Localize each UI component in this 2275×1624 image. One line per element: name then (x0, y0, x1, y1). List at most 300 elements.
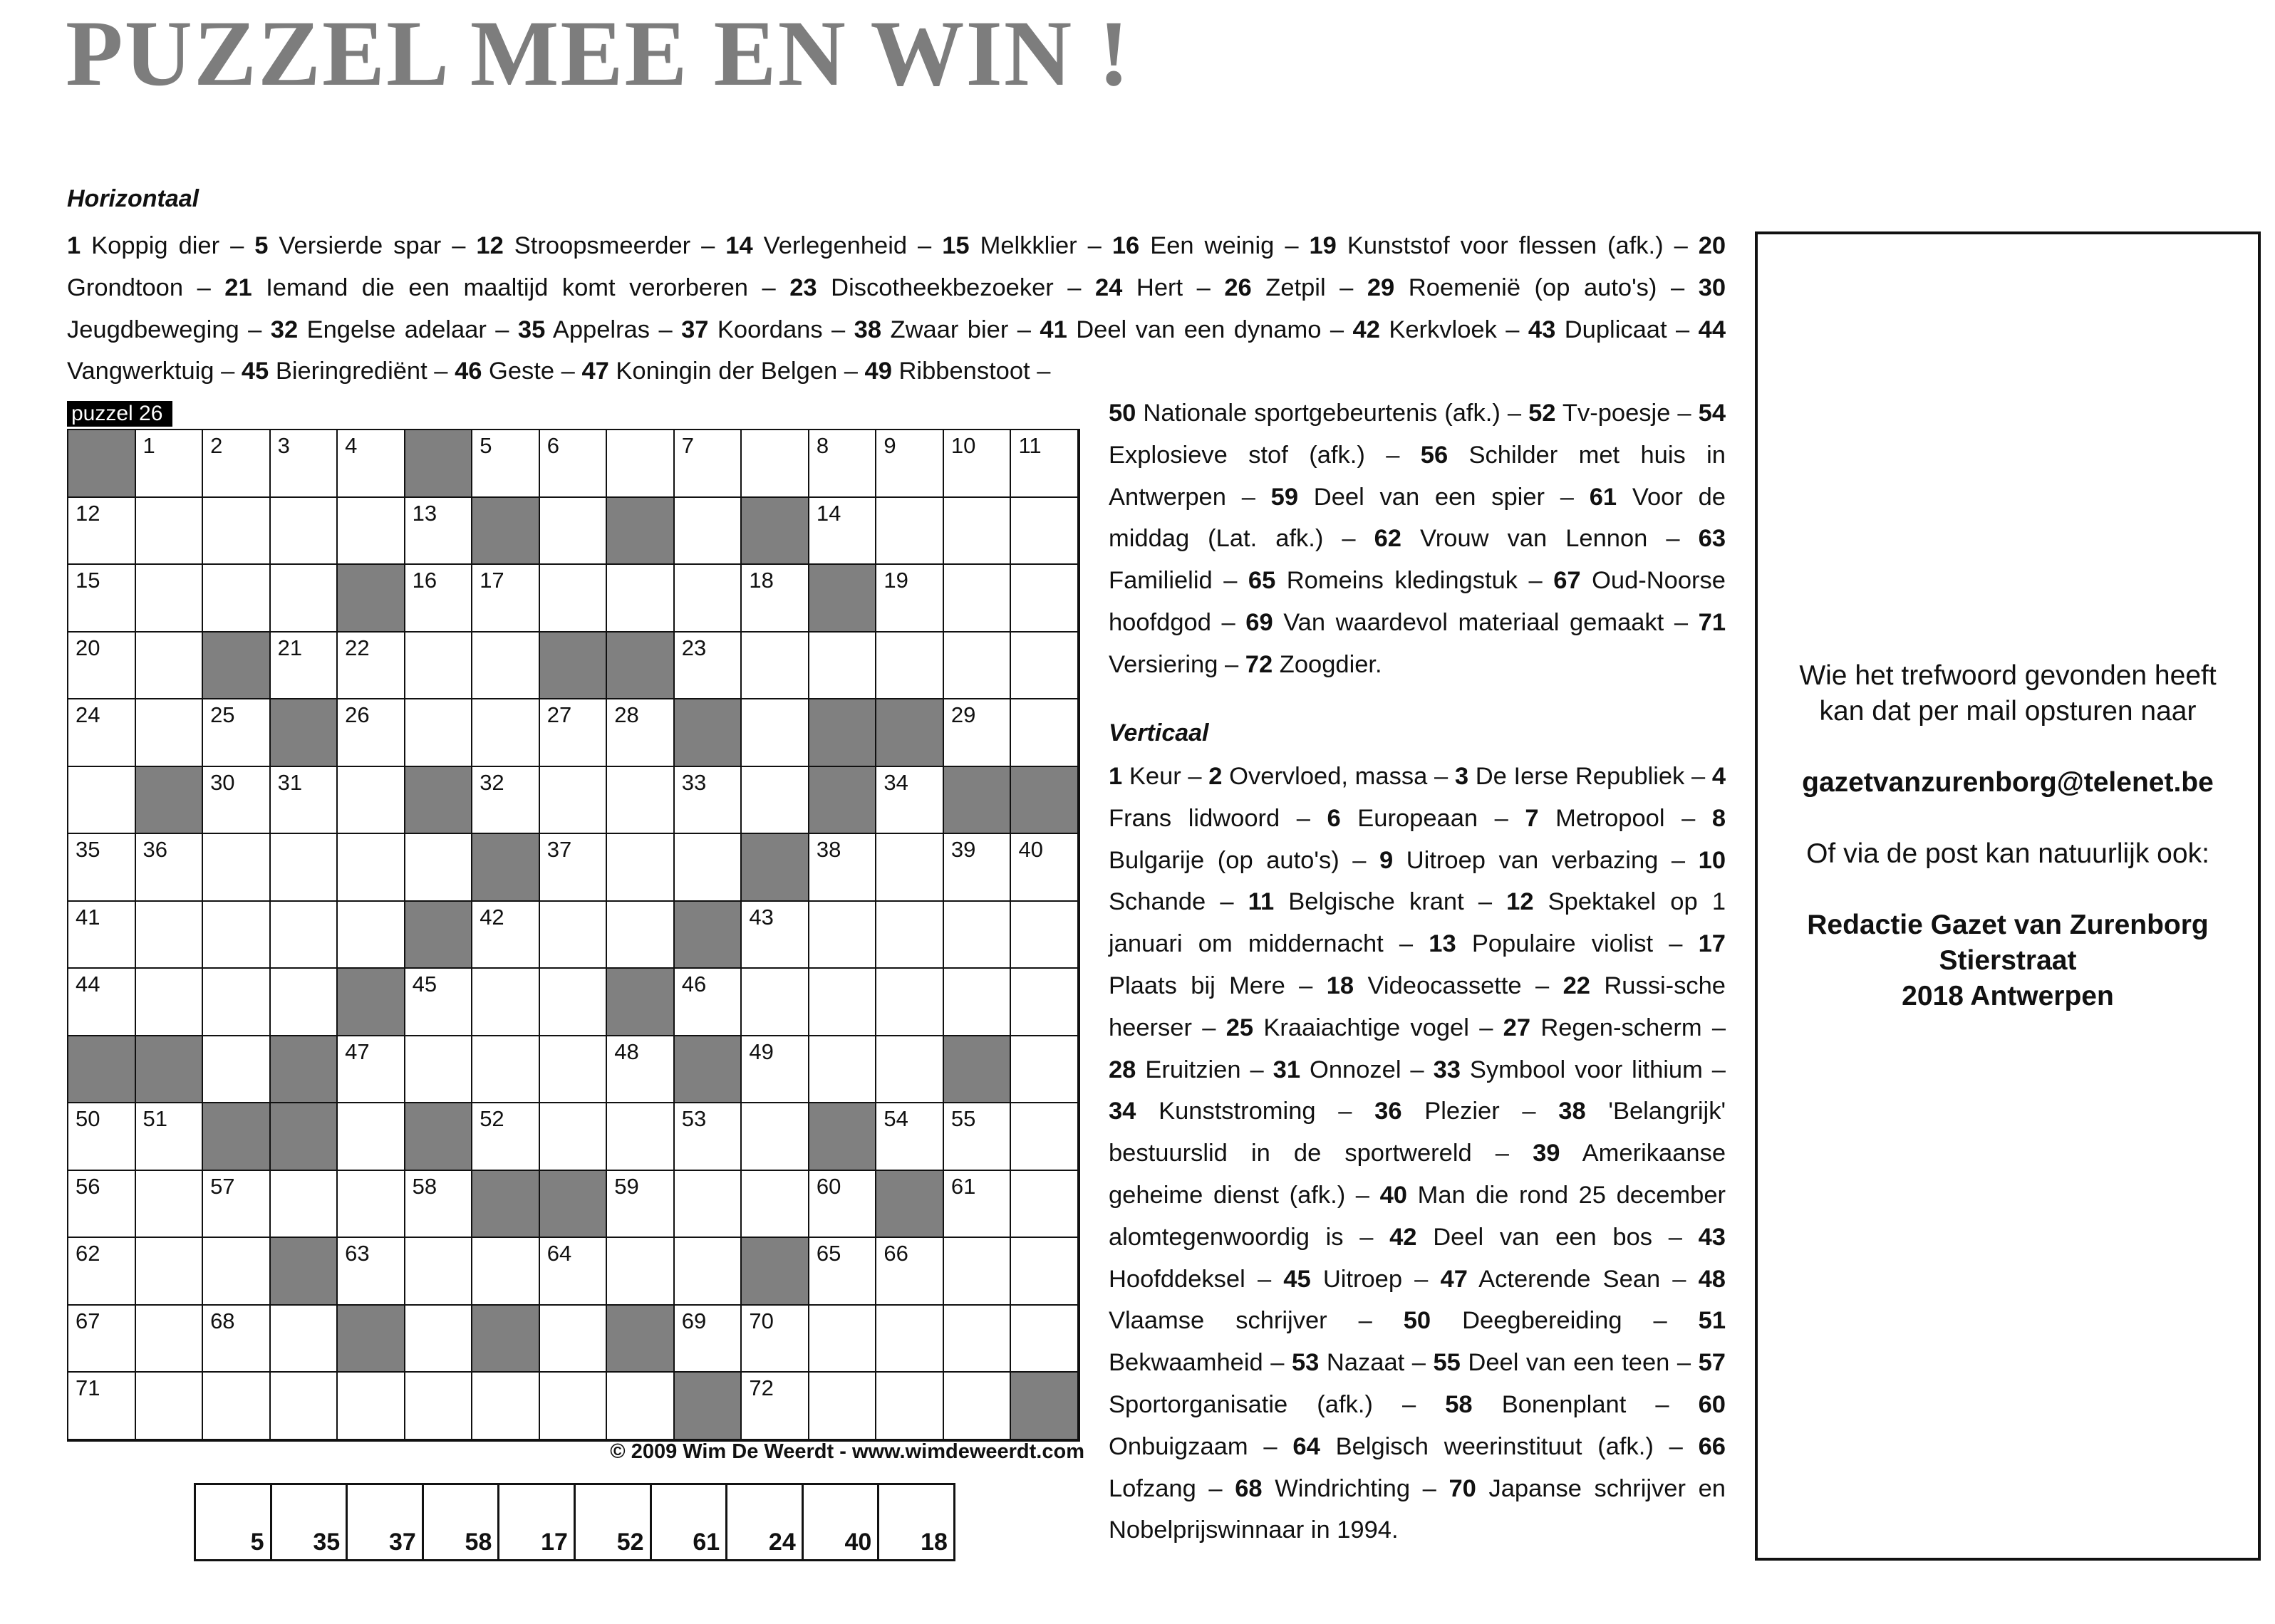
grid-cell[interactable] (876, 430, 944, 498)
clue-text: Eruitzien (1145, 1056, 1241, 1083)
grid-cell[interactable] (472, 969, 540, 1036)
grid-cell[interactable] (876, 498, 944, 566)
grid-cell[interactable] (944, 834, 1012, 902)
cell-number: 45 (412, 972, 437, 997)
cell-number: 61 (950, 1173, 976, 1199)
grid-cell[interactable] (68, 767, 136, 835)
grid-cell[interactable] (338, 1171, 405, 1239)
grid-cell-black (338, 565, 405, 633)
clue-item (1404, 1307, 1622, 1334)
grid-cell[interactable] (136, 565, 204, 633)
grid-cell[interactable] (540, 430, 608, 498)
clue-item (1292, 1433, 1653, 1460)
grid-cell[interactable] (944, 565, 1012, 633)
grid-cell[interactable] (944, 1373, 1012, 1440)
grid-cell[interactable] (136, 1103, 204, 1171)
grid-cell[interactable] (136, 902, 204, 969)
grid-cell[interactable] (540, 498, 608, 566)
grid-cell[interactable] (876, 767, 944, 835)
grid-cell[interactable] (1011, 1306, 1079, 1373)
grid-cell[interactable] (271, 1171, 338, 1239)
grid-cell[interactable] (675, 633, 742, 700)
clue-number: 57 (1698, 1349, 1726, 1377)
grid-cell[interactable] (742, 1103, 809, 1171)
clue-number: 1 (1109, 763, 1123, 790)
grid-cell[interactable] (203, 430, 271, 498)
cell-number: 8 (816, 433, 829, 458)
grid-cell[interactable] (540, 1036, 608, 1104)
grid-cell[interactable] (809, 1373, 877, 1440)
cell-number: 27 (546, 702, 572, 728)
cell-number: 70 (749, 1308, 774, 1333)
grid-cell[interactable] (405, 1171, 473, 1239)
grid-cell[interactable] (271, 565, 338, 633)
grid-cell[interactable] (742, 767, 809, 835)
grid-cell[interactable] (944, 1238, 1012, 1306)
clue-text: Symbool voor lithium (1469, 1056, 1703, 1083)
cell-number: 23 (681, 635, 707, 660)
cell-number: 7 (681, 433, 695, 458)
grid-cell[interactable] (876, 565, 944, 633)
grid-cell[interactable] (472, 767, 540, 835)
grid-cell[interactable] (338, 1036, 405, 1104)
grid-cell[interactable] (742, 1373, 809, 1440)
clue-item (1226, 1014, 1469, 1041)
grid-cell[interactable] (607, 1238, 675, 1306)
grid-cell[interactable] (203, 1306, 271, 1373)
clue-text: Spektakel op 1 januari om middernacht (1109, 888, 1726, 958)
clue-text: Kunststroming (1159, 1098, 1316, 1125)
grid-cell[interactable] (876, 902, 944, 969)
grid-cell[interactable] (540, 969, 608, 1036)
clue-item (1429, 930, 1653, 957)
clue-number: 5 (254, 232, 269, 259)
grid-cell[interactable] (540, 1238, 608, 1306)
grid-cell[interactable] (876, 633, 944, 700)
clue-item (1455, 763, 1684, 790)
grid-cell[interactable] (742, 565, 809, 633)
grid-cell[interactable] (203, 699, 271, 767)
grid-cell[interactable] (809, 902, 877, 969)
clue-text: Keur (1129, 763, 1181, 790)
answer-cell-number: 37 (388, 1529, 416, 1556)
grid-cell[interactable] (68, 633, 136, 700)
grid-cell[interactable] (607, 767, 675, 835)
cell-number: 35 (76, 837, 100, 863)
grid-cell[interactable] (607, 1373, 675, 1440)
grid-cell[interactable] (338, 430, 405, 498)
grid-cell[interactable] (472, 1238, 540, 1306)
grid-cell[interactable] (1011, 1171, 1079, 1239)
grid-cell[interactable] (607, 902, 675, 969)
grid-cell[interactable] (742, 969, 809, 1036)
grid-cell[interactable] (203, 834, 271, 902)
answer-cell[interactable] (424, 1485, 500, 1559)
grid-cell[interactable] (338, 902, 405, 969)
grid-cell[interactable] (68, 565, 136, 633)
grid-cell[interactable] (1011, 565, 1079, 633)
cell-number: 6 (546, 433, 559, 458)
answer-cell[interactable] (879, 1485, 953, 1559)
grid-cell[interactable] (338, 1238, 405, 1306)
grid-cell[interactable] (944, 1171, 1012, 1239)
grid-cell-black (809, 699, 877, 767)
cell-number: 17 (480, 568, 504, 593)
grid-cell[interactable] (68, 1238, 136, 1306)
grid-cell[interactable] (1011, 834, 1079, 902)
cell-number: 67 (76, 1308, 100, 1333)
grid-cell-black (607, 498, 675, 566)
grid-cell[interactable] (136, 430, 204, 498)
cell-number: 3 (277, 433, 290, 458)
clue-item (224, 274, 748, 301)
grid-cell[interactable] (271, 767, 338, 835)
answer-cell[interactable] (652, 1485, 728, 1559)
grid-cell[interactable] (338, 699, 405, 767)
grid-cell[interactable] (876, 1036, 944, 1104)
clue-number: 43 (1528, 316, 1556, 343)
grid-cell[interactable] (607, 1036, 675, 1104)
cell-number: 51 (142, 1106, 168, 1132)
cell-number: 1 (142, 433, 155, 458)
grid-cell[interactable] (675, 498, 742, 566)
grid-cell[interactable] (540, 1373, 608, 1440)
cell-number: 57 (210, 1173, 235, 1199)
answer-cell[interactable] (499, 1485, 576, 1559)
clue-number: 3 (1454, 763, 1469, 790)
grid-cell[interactable] (876, 1306, 944, 1373)
grid-cell[interactable] (944, 430, 1012, 498)
grid-cell[interactable] (809, 1306, 877, 1373)
grid-cell[interactable] (809, 1171, 877, 1239)
cell-number: 62 (76, 1241, 100, 1266)
grid-cell[interactable] (675, 1238, 742, 1306)
cell-number: 2 (210, 433, 223, 458)
clue-text: Plezier (1424, 1098, 1500, 1125)
grid-cell-black (809, 767, 877, 835)
clue-number: 22 (1563, 972, 1590, 999)
clue-text: Kunststof voor flessen (afk.) (1347, 232, 1664, 259)
clue-text: Nazaat (1326, 1349, 1405, 1377)
grid-cell[interactable] (607, 699, 675, 767)
grid-cell[interactable] (1011, 498, 1079, 566)
grid-cell[interactable] (271, 902, 338, 969)
grid-cell[interactable] (1011, 633, 1079, 700)
grid-cell[interactable] (540, 902, 608, 969)
grid-cell[interactable] (607, 430, 675, 498)
answer-cell[interactable] (348, 1485, 424, 1559)
grid-cell[interactable] (809, 969, 877, 1036)
grid-cell[interactable] (1011, 1036, 1079, 1104)
grid-cell-black (338, 1306, 405, 1373)
grid-cell[interactable] (271, 1306, 338, 1373)
grid-cell[interactable] (944, 1306, 1012, 1373)
clue-text: Versierde spar (279, 232, 442, 259)
clue-text: Vangwerktuig (67, 358, 214, 385)
grid-cell[interactable] (472, 699, 540, 767)
grid-cell[interactable] (472, 565, 540, 633)
answer-cell[interactable] (576, 1485, 652, 1559)
grid-cell[interactable] (675, 565, 742, 633)
cell-number: 26 (345, 702, 370, 728)
grid-cell-black (271, 699, 338, 767)
grid-cell[interactable] (944, 699, 1012, 767)
grid-cell[interactable] (68, 1306, 136, 1373)
grid-cell[interactable] (405, 1373, 473, 1440)
grid-cell[interactable] (944, 969, 1012, 1036)
grid-cell[interactable] (338, 498, 405, 566)
grid-cell[interactable] (876, 1373, 944, 1440)
clue-number: 47 (581, 358, 609, 385)
grid-cell[interactable] (876, 1103, 944, 1171)
grid-cell[interactable] (809, 498, 877, 566)
grid-cell[interactable] (540, 699, 608, 767)
grid-cell[interactable] (472, 430, 540, 498)
grid-cell[interactable] (338, 633, 405, 700)
clue-text: Stroopsmeerder (514, 232, 691, 259)
cell-number: 15 (76, 568, 100, 593)
grid-cell[interactable] (338, 1373, 405, 1440)
clue-number: 34 (1109, 1098, 1136, 1125)
clue-item (865, 358, 1030, 385)
grid-cell[interactable] (271, 430, 338, 498)
grid-cell[interactable] (1011, 430, 1079, 498)
clue-item (1109, 1056, 1241, 1083)
grid-cell[interactable] (1011, 969, 1079, 1036)
grid-cell[interactable] (68, 902, 136, 969)
answer-cell[interactable] (272, 1485, 348, 1559)
grid-cell-black (271, 1103, 338, 1171)
grid-cell[interactable] (607, 1171, 675, 1239)
clue-text: Explosieve stof (afk.) (1109, 441, 1365, 469)
grid-cell[interactable] (876, 834, 944, 902)
grid-cell[interactable] (405, 699, 473, 767)
grid-cell[interactable] (675, 430, 742, 498)
grid-cell[interactable] (742, 902, 809, 969)
clue-text: Uitroep van verbazing (1406, 846, 1659, 874)
grid-cell[interactable] (68, 699, 136, 767)
cell-number: 25 (210, 702, 235, 728)
grid-cell[interactable] (271, 1373, 338, 1440)
clue-item (1271, 484, 1545, 511)
grid-cell[interactable] (405, 834, 473, 902)
grid-cell[interactable] (405, 1306, 473, 1373)
grid-cell[interactable] (809, 430, 877, 498)
grid-cell[interactable] (742, 1036, 809, 1104)
grid-cell[interactable] (1011, 1103, 1079, 1171)
clue-item (1224, 274, 1325, 301)
clue-text: Familielid (1109, 567, 1213, 595)
grid-cell[interactable] (405, 1036, 473, 1104)
grid-cell[interactable] (338, 834, 405, 902)
grid-cell[interactable] (405, 498, 473, 566)
clue-number: 51 (1698, 1307, 1726, 1335)
clue-item (1525, 805, 1664, 832)
grid-cell[interactable] (742, 699, 809, 767)
grid-cell[interactable] (809, 633, 877, 700)
cell-number: 39 (950, 837, 976, 863)
clue-text: Bekwaamheid (1109, 1349, 1263, 1377)
cell-number: 4 (345, 433, 358, 458)
answer-cell[interactable] (727, 1485, 804, 1559)
clue-item (1245, 609, 1664, 636)
cell-number: 49 (749, 1039, 774, 1064)
grid-cell[interactable] (136, 969, 204, 1036)
cell-number: 42 (480, 904, 504, 930)
grid-cell[interactable] (540, 1103, 608, 1171)
grid-cell[interactable] (472, 633, 540, 700)
grid-cell[interactable] (607, 565, 675, 633)
clue-number: 65 (1248, 567, 1276, 595)
grid-cell[interactable] (136, 1238, 204, 1306)
grid-cell[interactable] (68, 1103, 136, 1171)
cell-number: 54 (883, 1106, 908, 1132)
grid-cell[interactable] (271, 834, 338, 902)
grid-cell-black (742, 834, 809, 902)
grid-cell[interactable] (271, 498, 338, 566)
grid-cell[interactable] (742, 633, 809, 700)
grid-cell[interactable] (1011, 902, 1079, 969)
grid-cell[interactable] (607, 1103, 675, 1171)
grid-cell[interactable] (742, 1306, 809, 1373)
grid-cell[interactable] (405, 565, 473, 633)
clue-number: 38 (1558, 1098, 1586, 1125)
grid-cell[interactable] (271, 633, 338, 700)
grid-cell[interactable] (876, 1238, 944, 1306)
clue-item (1445, 1391, 1626, 1418)
clue-item (518, 316, 650, 343)
clue-number: 4 (1711, 763, 1726, 790)
grid-cell[interactable] (472, 1036, 540, 1104)
grid-cell[interactable] (1011, 1238, 1079, 1306)
cell-number: 12 (76, 500, 100, 526)
clue-number: 49 (864, 358, 892, 385)
grid-cell[interactable] (203, 1373, 271, 1440)
grid-cell[interactable] (472, 902, 540, 969)
grid-cell[interactable] (742, 430, 809, 498)
cell-number: 68 (210, 1308, 235, 1333)
grid-cell[interactable] (809, 834, 877, 902)
clue-text: Lofzang (1109, 1474, 1196, 1502)
grid-cell[interactable] (271, 969, 338, 1036)
grid-cell[interactable] (540, 767, 608, 835)
grid-cell[interactable] (203, 902, 271, 969)
clue-text: Zoogdier. (1279, 650, 1382, 678)
answer-cell[interactable] (196, 1485, 272, 1559)
grid-cell[interactable] (405, 1238, 473, 1306)
grid-cell[interactable] (68, 498, 136, 566)
grid-cell[interactable] (1011, 699, 1079, 767)
vertical-clues: 1 Keur – 2 Overvloed, massa – 3 De Ierse Republiek – 4 Frans lidwoord – 6 Europeaan – 7 Metropool – 8 Bulgarije (op auto's) – 9 Uitroep van verbazing – 10 Schande – 11 Belgische krant – 12 Spektakel op 1 januari om middernacht – 13 Populaire violist – 17 Plaats bij Mere – 18 Videocassette – 22 Russi-sche heerser – 25 Kraaiachtige vogel – 27 Regen-scherm – 28 Eruitzien – 31 Onnozel – 33 Symbool voor lithium – 34 Kunststroming – 36 Plezier – 38 'Belangrijk' bestuurslid in de sportwereld – 39 Amerikaanse geheime dienst (afk.) – 40 Man die rond 25 december alomtegenwoordig is – 42 Deel van een bos – 43 Hoofddeksel – 45 Uitroep – 47 Acterende Sean – 48 Vlaamse schrijver – 50 Deegbereiding – 51 Bekwaamheid – 53 Nazaat – 55 Deel van een teen – 57 Sportorganisatie (afk.) – 58 Bonenplant – 60 Onbuigzaam – 64 Belgisch weerinstituut (afk.) – 66 Lofzang – 68 Windrichting – 70 Japanse schrijver en Nobelprijswinnaar in 1994. (1109, 763, 1726, 1544)
grid-cell[interactable] (136, 1373, 204, 1440)
grid-cell[interactable] (405, 969, 473, 1036)
grid-cell[interactable] (675, 969, 742, 1036)
clue-item (1292, 1349, 1404, 1376)
grid-cell[interactable] (540, 834, 608, 902)
grid-cell[interactable] (809, 1036, 877, 1104)
clue-number: 48 (1698, 1265, 1726, 1293)
grid-cell[interactable] (944, 633, 1012, 700)
grid-cell[interactable] (742, 1171, 809, 1239)
grid-cell[interactable] (472, 1103, 540, 1171)
grid-cell[interactable] (876, 969, 944, 1036)
grid-cell[interactable] (203, 1171, 271, 1239)
grid-cell[interactable] (68, 834, 136, 902)
clue-number: 7 (1525, 804, 1539, 832)
cell-number: 72 (749, 1375, 774, 1401)
grid-cell[interactable] (203, 1036, 271, 1104)
grid-cell[interactable] (136, 633, 204, 700)
grid-cell[interactable] (675, 834, 742, 902)
grid-cell[interactable] (944, 902, 1012, 969)
cell-number: 30 (210, 769, 235, 795)
grid-cell[interactable] (203, 969, 271, 1036)
clue-number: 14 (725, 232, 753, 259)
grid-cell[interactable] (472, 1373, 540, 1440)
grid-cell[interactable] (203, 498, 271, 566)
cell-number: 5 (480, 433, 492, 458)
grid-cell-black (540, 633, 608, 700)
clue-text: Deel van een spier (1313, 483, 1545, 511)
grid-cell[interactable] (136, 834, 204, 902)
grid-cell[interactable] (136, 1171, 204, 1239)
clue-text: Deegbereiding (1462, 1307, 1622, 1335)
grid-cell[interactable] (338, 1103, 405, 1171)
clue-number: 52 (1528, 400, 1556, 427)
grid-cell[interactable] (68, 1171, 136, 1239)
grid-cell[interactable] (944, 1103, 1012, 1171)
clue-text: Duplicaat (1564, 316, 1667, 343)
post-line: Of via de post kan natuurlijk ook: (1806, 838, 2209, 869)
grid-cell-black (540, 1171, 608, 1239)
grid-cell[interactable] (675, 1103, 742, 1171)
cell-number: 48 (614, 1039, 639, 1064)
grid-cell[interactable] (136, 1306, 204, 1373)
grid-cell-black (944, 1036, 1012, 1104)
grid-cell[interactable] (203, 565, 271, 633)
grid-cell[interactable] (809, 1238, 877, 1306)
grid-cell[interactable] (675, 1171, 742, 1239)
grid-cell[interactable] (405, 633, 473, 700)
grid-cell[interactable] (540, 565, 608, 633)
clue-number: 42 (1389, 1223, 1417, 1251)
grid-cell[interactable] (136, 498, 204, 566)
grid-cell[interactable] (675, 767, 742, 835)
grid-cell[interactable] (68, 1373, 136, 1440)
clue-item (1248, 567, 1518, 594)
clue-item (1528, 316, 1667, 343)
copyright-credit: © 2009 Wim De Weerdt - www.wimdeweerdt.com (610, 1440, 1084, 1463)
grid-cell[interactable] (944, 498, 1012, 566)
clue-number: 20 (1698, 232, 1726, 259)
grid-cell[interactable] (607, 834, 675, 902)
grid-cell-black (203, 1103, 271, 1171)
grid-cell[interactable] (136, 699, 204, 767)
clue-text: Windrichting (1275, 1474, 1411, 1502)
grid-cell[interactable] (675, 1306, 742, 1373)
grid-cell[interactable] (540, 1306, 608, 1373)
grid-cell[interactable] (68, 969, 136, 1036)
grid-cell-black (1011, 1373, 1079, 1440)
grid-cell[interactable] (203, 1238, 271, 1306)
answer-cell[interactable] (804, 1485, 880, 1559)
grid-cell[interactable] (338, 767, 405, 835)
grid-cell[interactable] (203, 767, 271, 835)
clue-number: 33 (1433, 1056, 1461, 1083)
clue-number: 45 (1283, 1265, 1311, 1293)
contact-email[interactable]: gazetvanzurenborg@telenet.be (1802, 767, 2214, 798)
clue-number: 13 (1429, 930, 1456, 958)
